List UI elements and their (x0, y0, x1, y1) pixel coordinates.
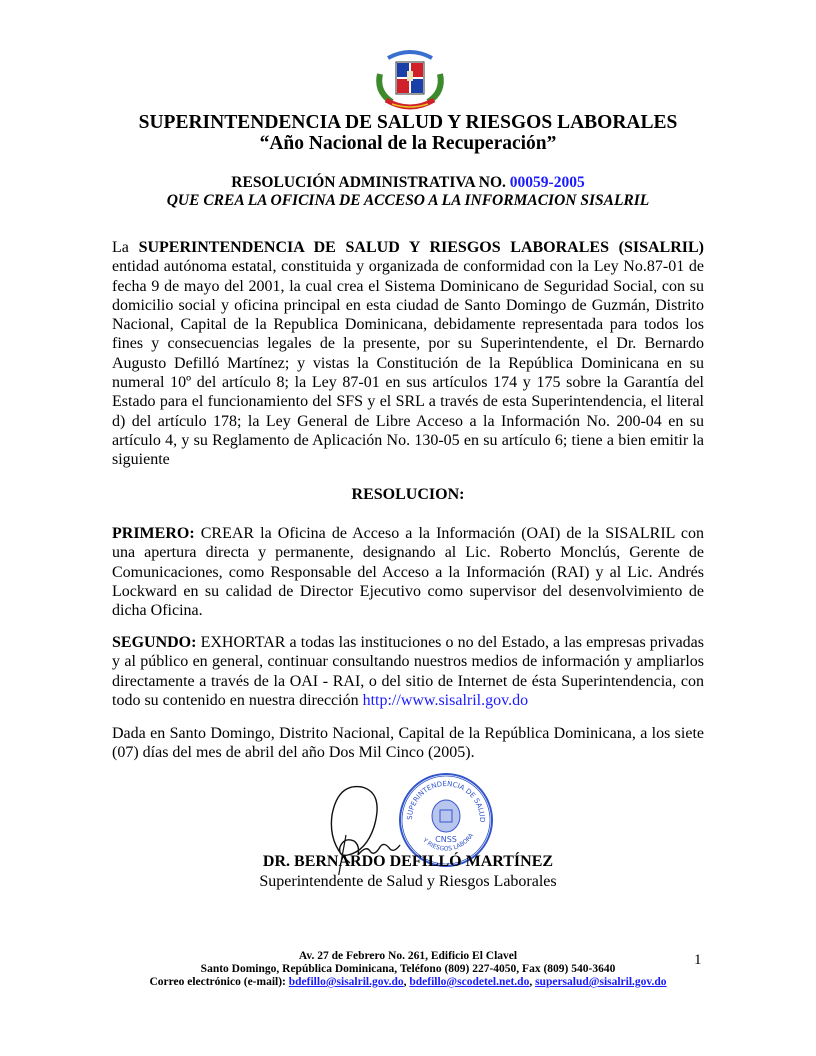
resolution-number: 00059-2005 (509, 174, 585, 191)
primero-paragraph (112, 524, 704, 620)
segundo-paragraph (112, 633, 704, 710)
email-link[interactable]: bdefillo@sisalril.gov.do (288, 976, 404, 988)
institution-title: SUPERINTENDENCIA DE SALUD Y RIESGOS LABORALES (138, 112, 678, 133)
dominican-coat-of-arms-icon (372, 44, 448, 112)
email-label: Correo electrónico (e-mail): (149, 976, 289, 988)
email-link[interactable]: supersalud@sisalril.gov.do (535, 976, 667, 988)
page-number: 1 (694, 952, 702, 968)
footer-emails: Correo electrónico (e-mail): bdefillo@sisalril.gov.do, bdefillo@scodetel.net.do, supersalud@sisalril.gov.do (149, 976, 667, 988)
website-link[interactable]: http://www.sisalril.gov.do (362, 691, 529, 709)
stamp-bottom-text: Y RIESGOS LABORA (421, 832, 476, 853)
resolution-number-line (0, 174, 816, 192)
coat-of-arms-logo (372, 44, 448, 112)
footer-contact: Santo Domingo, República Dominicana, Teléfono (809) 227-4050, Fax (809) 540-3640 (200, 963, 616, 975)
intro-text: entidad autónoma estatal, constituida y organizada de conformidad con la Ley No.87-01 de fecha 9 de mayo del 2001, la cual crea el Sistema Dominicano de Seguridad Social, con su domicilio social y oficina principal en esta ciudad de Santo Domingo de Guzmán, Distrito Nacional, Capital de la Republica Dominicana, debidamente representada para todos los fines y consecuencias legales de la presente, por su Superintendente, el Dr. Bernardo Augusto Defilló Martínez; y vistas la Constitución de la República Dominicana en su numeral 10º del artículo 8; la Ley 87-01 en sus artículos 174 y 175 sobre la Garantía del Estado para el funcionamiento del SFS y el SRL a través de esta Superintendencia, el literal d) del artículo 178; la Ley General de Libre Acceso a la Información No. 200-04 en su artículo 4, y su Reglamento de Aplicación No. 130-05 en su artículo 6; tiene a bien emitir la siguiente (112, 258, 704, 469)
resolution-subtitle: QUE CREA LA OFICINA DE ACCESO A LA INFORMACION SISALRIL (166, 192, 650, 209)
signatory-name: DR. BERNARDO DEFILLÓ MARTÍNEZ (262, 853, 554, 870)
primero-text: CREAR la Oficina de Acceso a la Información (OAI) de la SISALRIL con una apertura directa y permanente, designando al Lic. Roberto Monclús, Gerente de Comunicaciones, como Responsable del Acceso a la Información (RAI) y al Lic. Andrés Lockward en su calidad de Director Ejecutivo como supervisor del desenvolvimiento de dicha Oficina. (112, 525, 704, 620)
resolution-prefix: RESOLUCIÓN ADMINISTRATIVA NO. (231, 174, 510, 191)
footer-address: Av. 27 de Febrero No. 261, Edificio El Clavel (298, 950, 518, 962)
intro-entity-name: SUPERINTENDENCIA DE SALUD Y RIESGOS LABORALES (SISALRIL) (138, 239, 705, 256)
segundo-label: SEGUNDO: (112, 634, 197, 651)
resolution-heading: RESOLUCION: (351, 486, 465, 503)
signatory-title: Superintendente de Salud y Riesgos Laborales (259, 873, 557, 890)
intro-lead: La (112, 239, 139, 256)
stamp-top-text: SUPERINTENDENCIA DE SALUD (405, 779, 487, 823)
stamp-center-text: CNSS (435, 835, 457, 844)
segundo-text: EXHORTAR a todas las instituciones o no del Estado, a las empresas privadas y al público en general, continuar consultando nuestros medios de información y ampliarlos directamente a través de la OAI - RAI, o del sitio de Internet de ésta Superintendencia, con todo su contenido en nuestra dirección (112, 634, 704, 709)
dada-paragraph: Dada en Santo Domingo, Distrito Nacional, Capital de la República Dominicana, a los siete (07) días del mes de abril del año Dos Mil Cinco (2005). (112, 725, 704, 762)
primero-label: PRIMERO: (112, 525, 195, 542)
intro-paragraph (112, 238, 704, 470)
year-motto: “Año Nacional de la Recuperación” (259, 133, 557, 154)
email-link[interactable]: bdefillo@scodetel.net.do (409, 976, 530, 988)
